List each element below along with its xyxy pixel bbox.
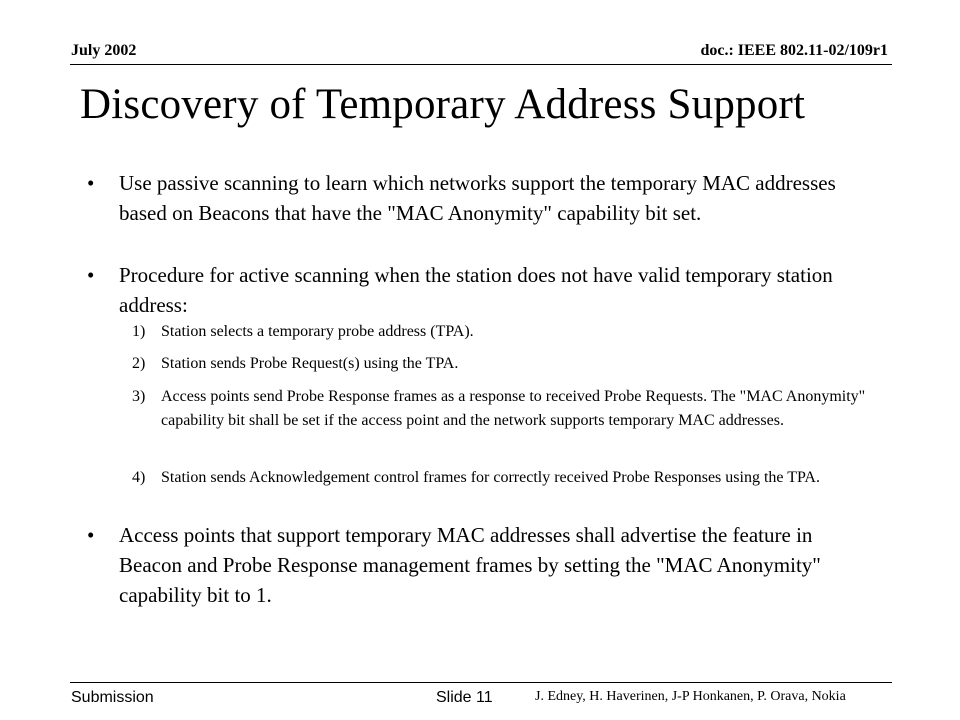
- step-number: 3): [132, 388, 146, 405]
- header-date: July 2002: [71, 42, 137, 59]
- step-item: [132, 320, 881, 344]
- bullet-marker: •: [87, 523, 95, 547]
- header-doc-id: doc.: IEEE 802.11-02/109r1: [700, 42, 888, 59]
- step-text: Station selects a temporary probe address (TPA).: [161, 323, 474, 340]
- footer-authors: J. Edney, H. Haverinen, J-P Honkanen, P. Orava, Nokia: [535, 689, 846, 704]
- footer-slide-number: Slide 11: [436, 689, 493, 706]
- step-number: 4): [132, 469, 146, 486]
- step-item: [132, 466, 881, 490]
- bullet-passive-scanning: [87, 168, 849, 228]
- step-item: [132, 352, 881, 376]
- step-item: [132, 385, 881, 433]
- bullet-text: Access points that support temporary MAC addresses shall advertise the feature in Beacon and Probe Response management frames by setting the "MAC Anonymity" capability bit to 1.: [119, 523, 821, 607]
- bullet-active-scanning: [87, 260, 849, 320]
- bullet-marker: •: [87, 263, 95, 287]
- slide-title: Discovery of Temporary Address Support: [80, 81, 806, 128]
- step-text: Station sends Probe Request(s) using the TPA.: [161, 355, 459, 372]
- step-text: Station sends Acknowledgement control frames for correctly received Probe Responses using the TPA.: [161, 469, 820, 486]
- header-rule: [70, 64, 892, 65]
- footer-submission: Submission: [71, 689, 154, 706]
- bullet-text: Procedure for active scanning when the station does not have valid temporary station address:: [119, 263, 833, 317]
- step-text: Access points send Probe Response frames as a response to received Probe Requests. The "MAC Anonymity" capability bit shall be set if the access point and the network supports temporary MAC addresses.: [161, 388, 866, 429]
- bullet-access-points: [87, 520, 849, 610]
- step-number: 1): [132, 323, 146, 340]
- step-number: 2): [132, 355, 146, 372]
- bullet-marker: •: [87, 171, 95, 195]
- footer-rule: [70, 682, 892, 683]
- bullet-text: Use passive scanning to learn which networks support the temporary MAC addresses based on Beacons that have the "MAC Anonymity" capability bit set.: [119, 171, 836, 225]
